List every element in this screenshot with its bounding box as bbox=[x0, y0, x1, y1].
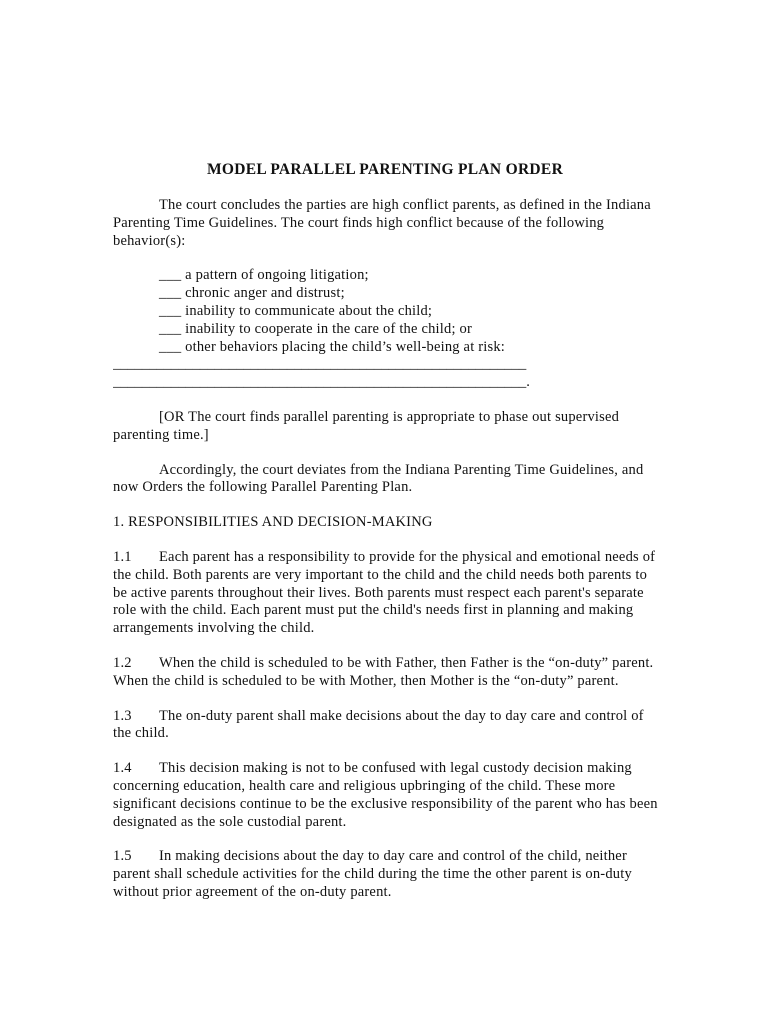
numbered-item bbox=[113, 848, 661, 901]
numbered-item bbox=[113, 760, 661, 831]
section-heading: 1. RESPONSIBILITIES AND DECISION-MAKING bbox=[113, 514, 433, 531]
item-text: When the child is scheduled to be with Father, then Father is the “on-duty” parent. When the child is scheduled to be with Mother, then Mother is the “on-duty” parent. bbox=[113, 654, 654, 689]
numbered-item bbox=[113, 655, 661, 691]
item-number: 1.4 bbox=[113, 760, 132, 777]
item-text: The on-duty parent shall make decisions about the day to day care and control of the child. bbox=[113, 707, 644, 742]
behavior-item: ___ chronic anger and distrust; bbox=[159, 285, 345, 302]
item-number: 1.2 bbox=[113, 654, 132, 671]
behavior-item: ___ inability to cooperate in the care of the child; or bbox=[159, 320, 472, 337]
item-text: This decision making is not to be confused with legal custody decision making concerning education, health care and religious upbringing of the child. These more significant decisions continue to be the exclusive responsibility of the parent who has been designated as the sole custodial parent. bbox=[113, 760, 658, 830]
behavior-item: ___ other behaviors placing the child’s well-being at risk: bbox=[159, 338, 506, 355]
or-clause-paragraph: [OR The court finds parallel parenting is appropriate to phase out supervised parenting time.] bbox=[113, 408, 620, 443]
item-text: Each parent has a responsibility to provide for the physical and emotional needs of the child. Both parents are very important to the child and the child needs both parents to be active parents throughout their lives. Both parents must respect each parent's separate role with the child. Each parent must put the child's needs first in planning and making arrangements involving the child. bbox=[113, 548, 656, 637]
item-number: 1.5 bbox=[113, 848, 132, 865]
accordingly-paragraph: Accordingly, the court deviates from the Indiana Parenting Time Guidelines, and now Orders the following Parallel Parenting Plan. bbox=[113, 461, 644, 496]
document-body bbox=[113, 197, 661, 919]
numbered-item bbox=[113, 549, 661, 638]
item-text: In making decisions about the day to day care and control of the child, neither parent shall schedule activities for the child during the time the other parent is on-duty without prior agreement of the on-duty parent. bbox=[113, 848, 632, 900]
fill-in-line: _________________________________________________________. bbox=[113, 374, 530, 391]
document-title: MODEL PARALLEL PARENTING PLAN ORDER bbox=[206, 161, 564, 178]
item-number: 1.3 bbox=[113, 707, 132, 724]
intro-paragraph: The court concludes the parties are high conflict parents, as defined in the Indiana Parenting Time Guidelines. The court finds high conflict because of the following behavior(s): bbox=[113, 197, 651, 249]
behavior-list bbox=[159, 267, 661, 356]
behavior-item: ___ a pattern of ongoing litigation; bbox=[159, 267, 369, 284]
fill-in-line: _________________________________________________________ bbox=[113, 356, 527, 373]
item-number: 1.1 bbox=[113, 548, 132, 565]
numbered-item bbox=[113, 708, 661, 744]
behavior-item: ___ inability to communicate about the child; bbox=[159, 302, 433, 319]
